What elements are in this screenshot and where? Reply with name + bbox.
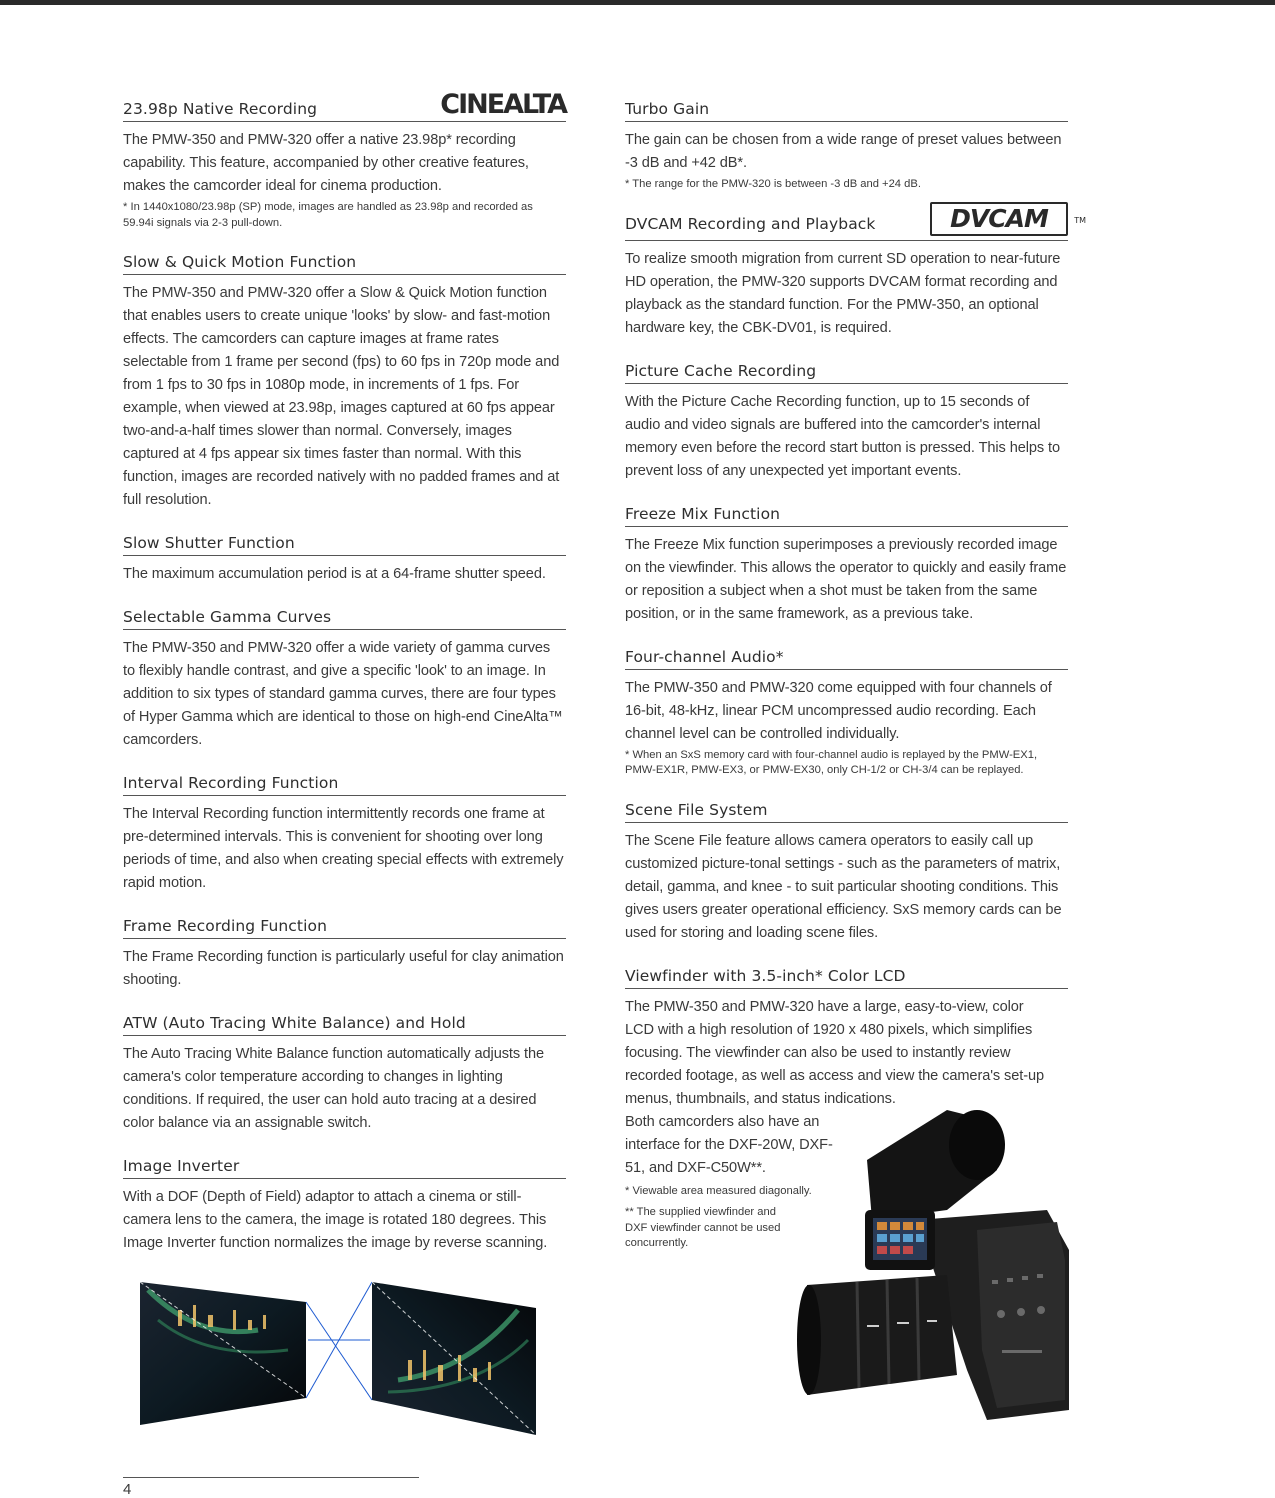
section-interval-recording — [123, 774, 566, 895]
section-heading: Scene File System — [625, 801, 1068, 823]
section-body: With a DOF (Depth of Field) adaptor to attach a cinema or still-camera lens to the camera, the image is rotated 180 degrees. This Image Inverter function normalizes the image by reverse scanning. — [123, 1189, 548, 1251]
camcorder-photo — [797, 1110, 1069, 1420]
heading-text: DVCAM Recording and Playback — [625, 214, 876, 233]
heading-rule — [625, 240, 1068, 241]
section-atw — [123, 1014, 566, 1135]
section-body: The PMW-350 and PMW-320 offer a native 23.98p* recording capability. This feature, accompanied by other creative features, makes the camcorder ideal for cinema production. — [123, 132, 529, 194]
viewfinder — [867, 1110, 1005, 1220]
section-heading: Selectable Gamma Curves — [123, 608, 566, 630]
section-gamma-curves — [123, 608, 566, 752]
section-heading: ATW (Auto Tracing White Balance) and Hold — [123, 1014, 566, 1036]
section-body: The Auto Tracing White Balance function automatically adjusts the camera's color temperature according to changes in lighting conditions. If required, the user can hold auto tracing at a desired color balance via an assignable switch. — [123, 1046, 545, 1131]
section-body: The PMW-350 and PMW-320 offer a Slow & Quick Motion function that enables users to create unique 'looks' by slow- and fast-motion effects. The camcorders can capture images at frame rates selectable from 1 frame per second (fps) to 60 fps in 720p mode and from 1 fps to 30 fps in 1080p mode, in increments of 1 fps. For example, when viewed at 23.98p, images captured at 60 fps appear two-and-a-half times slower than normal. Conversely, images captured at 4 fps appear six times faster than normal. With this function, images are recorded natively with no padded frames and at full resolution. — [123, 285, 560, 508]
footer-rule — [123, 1477, 419, 1478]
section-body: The Scene File feature allows camera operators to easily call up customized picture-tonal settings - such as the parameters of matrix, detail, gamma, and knee - to suit particular shooting conditions. This gives users greater operational efficiency. SxS memory cards can be used for storing and loading scene files. — [625, 832, 1062, 941]
section-heading: Slow & Quick Motion Function — [123, 253, 566, 275]
section-heading: Turbo Gain — [625, 100, 1068, 122]
lcd-screen — [865, 1210, 935, 1270]
section-slow-quick-motion — [123, 253, 566, 512]
section-body: The Frame Recording function is particularly useful for clay animation shooting. — [123, 949, 564, 988]
section-heading: Freeze Mix Function — [625, 505, 1068, 527]
section-body: The Freeze Mix function superimposes a previously recorded image on the viewfinder. This allows the operator to quickly and easily frame or reposition a subject when a shot must be taken from the same position, or in the same framework, as a previous take. — [625, 536, 1067, 622]
section-dvcam — [625, 203, 1086, 340]
section-heading: Four-channel Audio* — [625, 648, 1068, 670]
section-freeze-mix — [625, 505, 1068, 626]
section-body: To realize smooth migration from current SD operation to near-future HD operation, the PMW-320 supports DVCAM format recording and playback as the standard function. For the PMW-350, an optional hardware key, the CBK-DV01, is required. — [625, 250, 1061, 336]
section-heading: Slow Shutter Function — [123, 534, 566, 556]
section-body-interface: Both camcorders also have an interface for the DXF-20W, DXF-51, and DXF-C50W**. — [625, 1113, 833, 1176]
section-footnote-2: ** The supplied viewfinder and DXF viewfinder cannot be used concurrently. — [625, 1206, 781, 1249]
section-footnote: * The range for the PMW-320 is between -3 dB and +24 dB. — [625, 178, 921, 190]
inverted-city-photo — [140, 1282, 306, 1425]
right-column — [625, 100, 1086, 1274]
section-body: The Interval Recording function intermittently records one frame at pre-determined intervals. This is convenient for shooting over long periods of time, and also when creating special effects with extremely rapid motion. — [123, 806, 564, 891]
section-body: The gain can be chosen from a wide range of preset values between -3 dB and +42 dB*. — [625, 132, 1062, 171]
section-four-channel-audio — [625, 648, 1068, 779]
section-image-inverter — [123, 1157, 566, 1255]
image-inverter-illustration — [138, 1280, 538, 1435]
section-scene-file — [625, 801, 1068, 945]
section-heading — [123, 89, 566, 122]
section-footnote: * Viewable area measured diagonally. — [625, 1184, 812, 1197]
section-turbo-gain — [625, 100, 1068, 193]
section-heading: Interval Recording Function — [123, 774, 566, 796]
lens — [797, 1275, 957, 1395]
inversion-lines — [306, 1282, 372, 1400]
left-column — [123, 89, 566, 1277]
section-frame-recording — [123, 917, 566, 992]
dvcam-trademark: TM — [1074, 215, 1086, 225]
section-footnote: * In 1440x1080/23.98p (SP) mode, images are handled as 23.98p and recorded as 59.94i signals via 2-3 pull-down. — [123, 201, 533, 229]
section-body: With the Picture Cache Recording function, up to 15 seconds of audio and video signals are buffered into the camcorder's internal memory even before the record start button is pressed. This helps to prevent loss of any unexpected yet important events. — [625, 393, 1061, 479]
section-heading: Frame Recording Function — [123, 917, 566, 939]
section-footnote: * When an SxS memory card with four-channel audio is replayed by the PMW-EX1, PMW-EX1R, PMW-EX3, or PMW-EX30, only CH-1/2 or CH-3/4 can be replayed. — [625, 748, 1038, 776]
section-heading: Picture Cache Recording — [625, 362, 1068, 384]
cinealta-logo: CINEALTA — [440, 89, 566, 120]
dvcam-logo — [930, 202, 1086, 236]
dvcam-logo-text: DVCAM — [950, 203, 1048, 233]
section-body: The PMW-350 and PMW-320 have a large, easy-to-view, color LCD with a high resolution of 1920 x 480 pixels, which simplifies focusing. The viewfinder can also be used to instantly review recorded footage, as well as access and view the camera's set-up menus, thumbnails, and status indications. — [625, 998, 1045, 1107]
section-body: The PMW-350 and PMW-320 come equipped with four channels of 16-bit, 48-kHz, linear PCM uncompressed audio recording. Each channel level can be controlled individually. — [625, 679, 1052, 742]
section-body: The maximum accumulation period is at a 64-frame shutter speed. — [123, 566, 546, 582]
section-native-recording — [123, 89, 566, 231]
page-number: 4 — [123, 1481, 132, 1498]
section-picture-cache — [625, 362, 1068, 483]
section-slow-shutter — [123, 534, 566, 586]
section-heading — [625, 203, 1086, 233]
top-border-bar — [0, 0, 1275, 5]
heading-text: 23.98p Native Recording — [123, 100, 318, 118]
section-body: The PMW-350 and PMW-320 offer a wide variety of gamma curves to flexibly handle contrast, and give a specific 'look' to an image. In addition to six types of standard gamma curves, there are four types of Hyper Gamma which are identical to those on high-end CineAlta™ camcorders. — [123, 640, 563, 748]
section-heading: Viewfinder with 3.5-inch* Color LCD — [625, 967, 1068, 989]
section-heading: Image Inverter — [123, 1157, 566, 1179]
